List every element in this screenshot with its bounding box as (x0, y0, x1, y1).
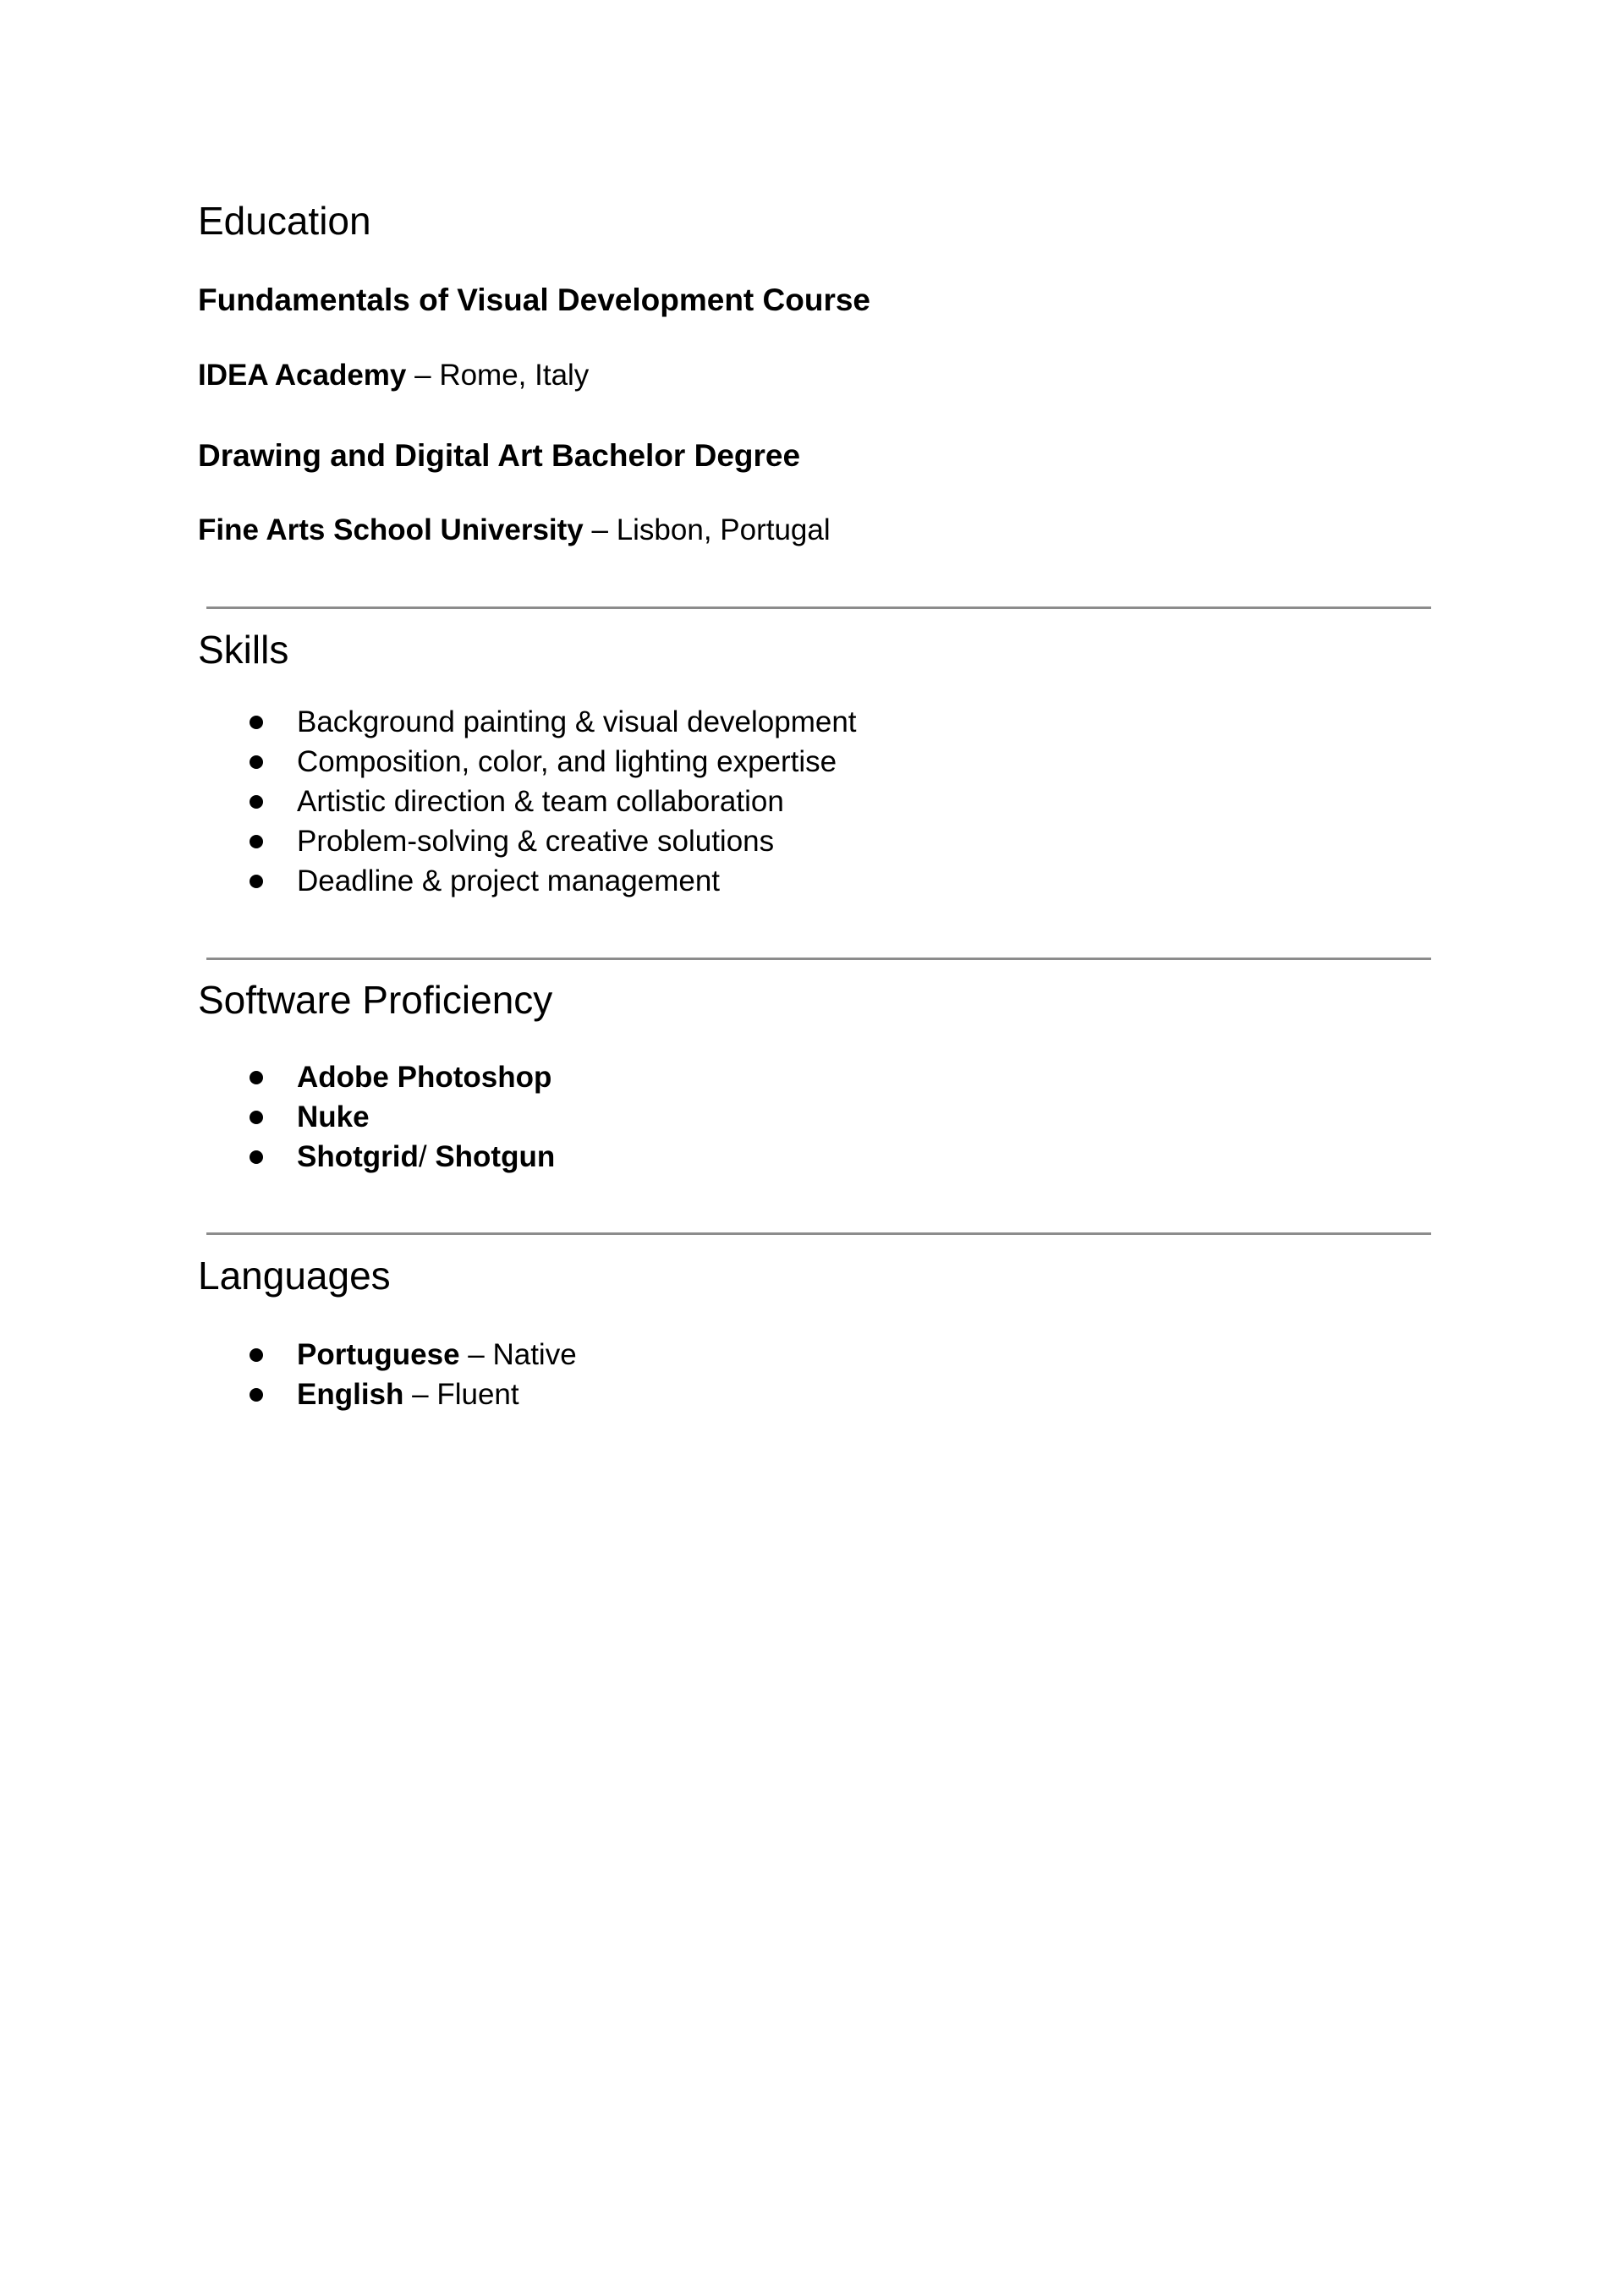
language-name: Portuguese (297, 1338, 460, 1371)
software-item-label: Adobe Photoshop (297, 1061, 552, 1094)
education-entry-1-title: Fundamentals of Visual Development Course (198, 283, 870, 317)
education-entry-1-school: IDEA Academy (198, 359, 407, 392)
language-item-label (297, 1380, 519, 1409)
bullet-icon (250, 875, 263, 888)
language-level: Fluent (436, 1378, 519, 1411)
skills-item-label: Composition, color, and lighting expertise (297, 745, 837, 778)
education-heading: Education (198, 199, 371, 243)
bullet-icon (250, 755, 263, 769)
language-level: Native (492, 1338, 577, 1371)
section-divider-2 (206, 958, 1431, 960)
education-entry-1-separator: – (406, 359, 440, 392)
skills-item-label: Deadline & project management (297, 864, 721, 897)
skills-heading: Skills (198, 628, 289, 672)
software-item-label: Nuke (297, 1100, 370, 1133)
bullet-icon (250, 795, 263, 809)
language-separator: – (403, 1378, 437, 1411)
education-entry-2-school: Fine Arts School University (198, 513, 584, 546)
bullet-icon (250, 835, 263, 848)
education-entry-2-separator: – (583, 513, 617, 546)
bullet-icon (250, 716, 263, 729)
section-divider-3 (206, 1232, 1431, 1235)
bullet-icon (250, 1388, 263, 1402)
software-item-name-a: Shotgrid (297, 1140, 419, 1173)
skills-item-label: Problem-solving & creative solutions (297, 825, 775, 858)
language-separator: – (459, 1338, 493, 1371)
education-entry-2-institution (198, 515, 831, 545)
software-item-slash: / (418, 1140, 436, 1173)
skills-item-label: Artistic direction & team collaboration (297, 785, 784, 818)
software-item-name-b: Shotgun (435, 1140, 556, 1173)
bullet-icon (250, 1348, 263, 1362)
education-entry-1-location: Rome, Italy (439, 359, 590, 392)
bullet-icon (250, 1071, 263, 1084)
bullet-icon (250, 1111, 263, 1124)
section-divider-1 (206, 606, 1431, 609)
bullet-icon (250, 1150, 263, 1164)
education-entry-1-institution (198, 360, 589, 390)
skills-item-label: Background painting & visual development (297, 705, 857, 738)
language-name: English (297, 1378, 404, 1411)
education-entry-2-title: Drawing and Digital Art Bachelor Degree (198, 438, 801, 473)
software-item-label (297, 1142, 555, 1172)
language-item-label (297, 1340, 577, 1369)
software-heading: Software Proficiency (198, 978, 553, 1022)
languages-heading: Languages (198, 1254, 391, 1298)
education-entry-2-location: Lisbon, Portugal (616, 513, 831, 546)
